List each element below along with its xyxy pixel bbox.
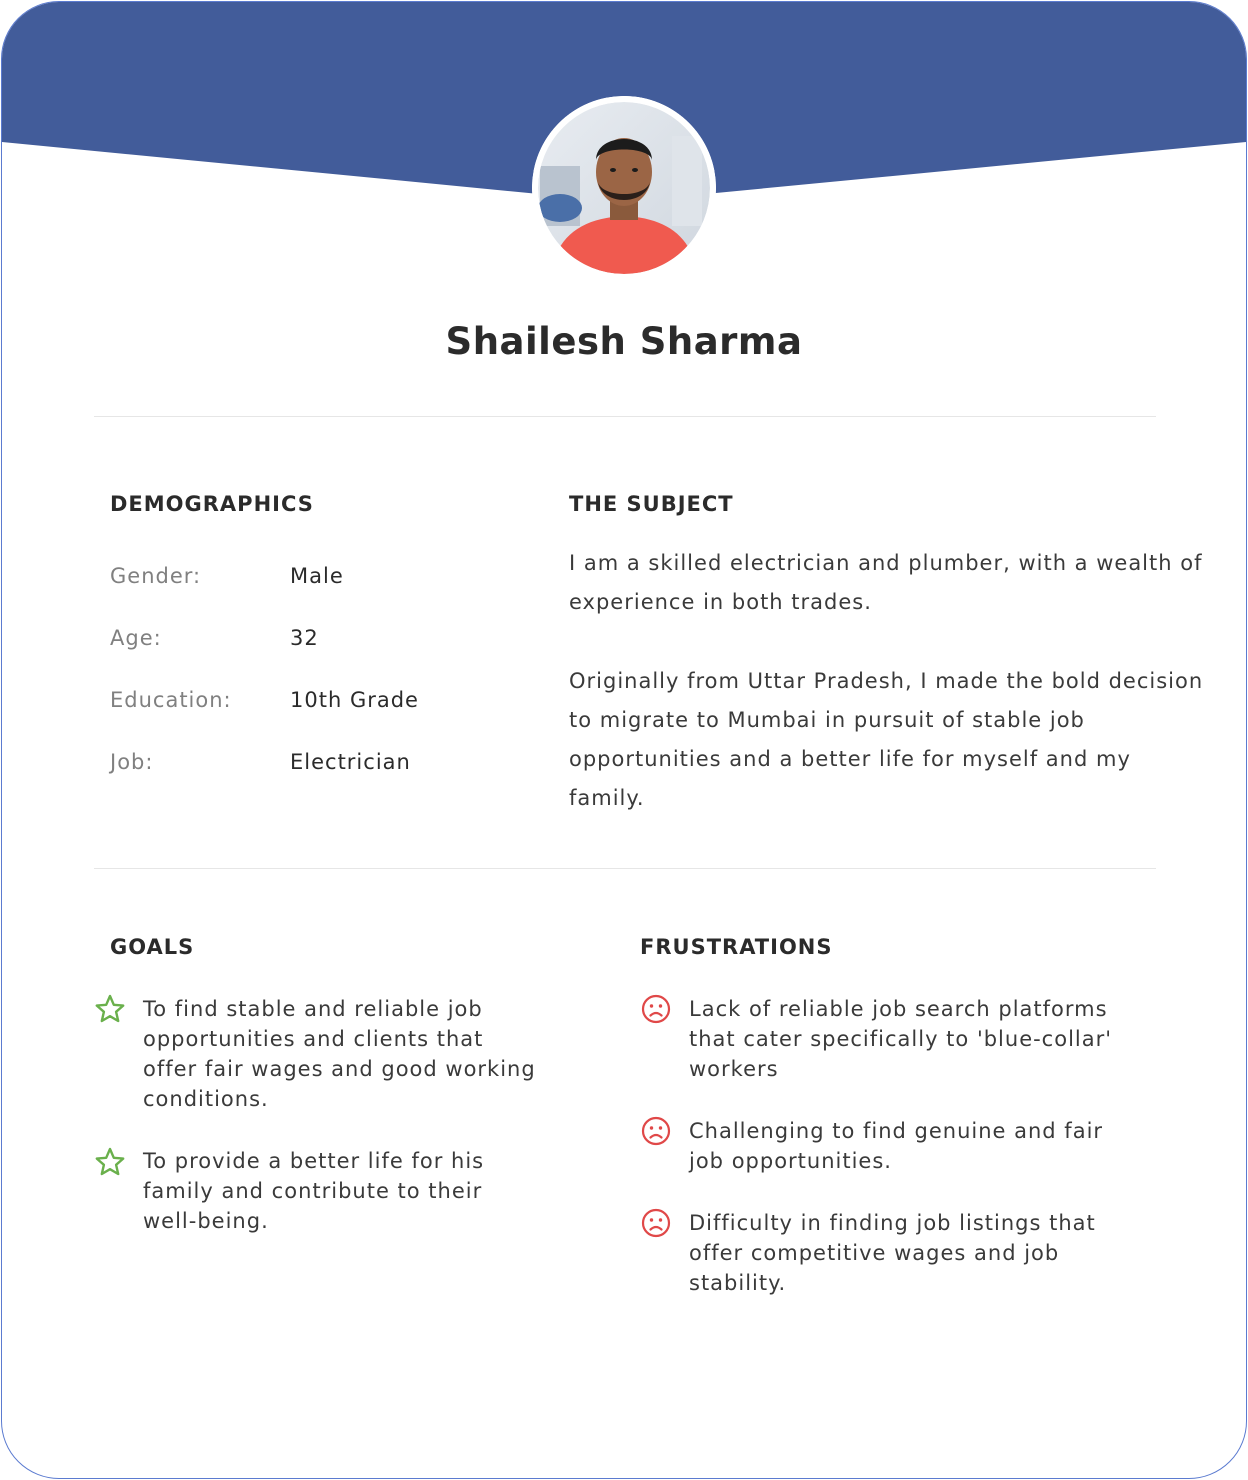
sad-face-icon bbox=[640, 1207, 672, 1239]
goal-item: To provide a better life for his family and contribute to their well-being. bbox=[143, 1149, 485, 1233]
star-outline-icon bbox=[94, 1146, 126, 1178]
frustration-item: Difficulty in finding job listings that offer competitive wages and job stability. bbox=[689, 1211, 1096, 1295]
divider bbox=[94, 868, 1156, 869]
persona-card bbox=[1, 1, 1247, 1479]
subject-title: THE SUBJECT bbox=[569, 492, 734, 516]
star-outline-icon bbox=[94, 993, 126, 1025]
gender-label: Gender: bbox=[110, 564, 202, 588]
avatar bbox=[532, 96, 716, 280]
goal-item: To find stable and reliable job opportunities and clients that offer fair wages and good working conditions. bbox=[143, 997, 536, 1111]
goals-title: GOALS bbox=[110, 935, 195, 959]
gender-value: Male bbox=[290, 564, 344, 588]
age-label: Age: bbox=[110, 626, 162, 650]
job-value: Electrician bbox=[290, 750, 411, 774]
education-value: 10th Grade bbox=[290, 688, 419, 712]
job-label: Job: bbox=[110, 750, 154, 774]
frustration-item: Lack of reliable job search platforms that cater specifically to 'blue-collar' workers bbox=[689, 997, 1113, 1081]
education-label: Education: bbox=[110, 688, 232, 712]
frustrations-title: FRUSTRATIONS bbox=[640, 935, 833, 959]
age-value: 32 bbox=[290, 626, 319, 650]
divider bbox=[94, 416, 1156, 417]
subject-paragraph-2: Originally from Uttar Pradesh, I made the bold decision to migrate to Mumbai in pursuit of stable job opportunities and a better life for myself and my family. bbox=[569, 669, 1204, 810]
persona-name: Shailesh Sharma bbox=[445, 320, 803, 363]
sad-face-icon bbox=[640, 993, 672, 1025]
subject-paragraph-1: I am a skilled electrician and plumber, with a wealth of experience in both trades. bbox=[569, 551, 1203, 614]
demographics-title: DEMOGRAPHICS bbox=[110, 492, 314, 516]
frustration-item: Challenging to find genuine and fair job opportunities. bbox=[689, 1119, 1104, 1173]
sad-face-icon bbox=[640, 1115, 672, 1147]
